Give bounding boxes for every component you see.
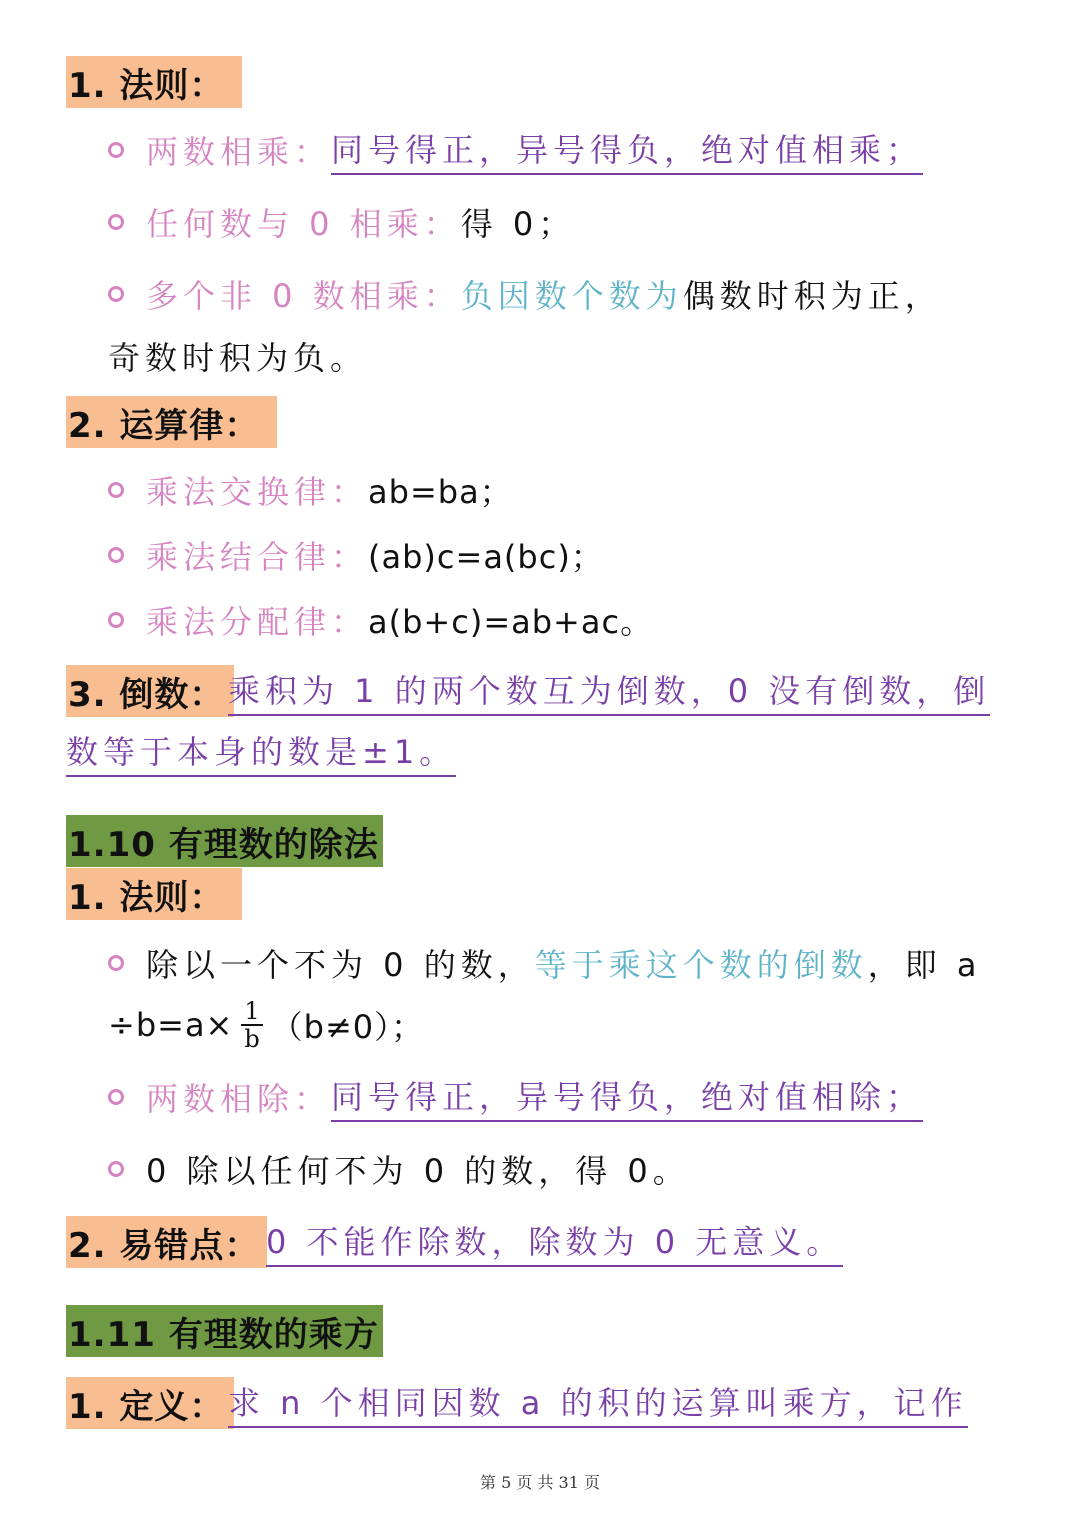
- div-b1-highlight: 等于乘这个数的倒数: [534, 946, 868, 984]
- fraction-one-over-b: [241, 998, 262, 1052]
- section-title-division: 1.10 有理数的除法: [66, 815, 383, 867]
- div-b1-start: 除以一个不为 0 的数，: [146, 946, 535, 984]
- fraction-numerator: 1: [241, 998, 262, 1026]
- mult-b1-label: 两数相乘：: [146, 133, 332, 171]
- div-formula-post: （b≠0）；: [270, 1008, 425, 1046]
- bullet-icon: [108, 1161, 124, 1177]
- mult-b2-value: 得 0；: [460, 205, 576, 243]
- law-distributive: [108, 590, 653, 650]
- err-tag: 2. 易错点：: [66, 1216, 267, 1268]
- mult-b3-label: 多个非 0 数相乘：: [146, 277, 461, 315]
- mult-b3-rest: 偶数时积为正，: [682, 277, 942, 315]
- fraction-denominator: b: [244, 1025, 260, 1053]
- recip-tag: 3. 倒数：: [66, 665, 234, 717]
- law-associative: [108, 525, 604, 585]
- page-footer: 第 5 页 共 31 页: [480, 1473, 600, 1492]
- def-line: [228, 1373, 968, 1433]
- mult-b3-cont: 奇数时积为负。: [108, 339, 368, 377]
- mult-bullet-1: [108, 120, 923, 180]
- law-commutative: [108, 460, 513, 520]
- div-b1-end: ，即 a: [867, 946, 982, 984]
- bullet-icon: [108, 286, 124, 302]
- div-rule-tag: 1. 法则：: [66, 868, 242, 920]
- div-b1-formula: [108, 992, 424, 1058]
- div-bullet-3: [108, 1139, 690, 1199]
- law2-value: (ab)c=a(bc)；: [368, 538, 604, 576]
- law1-value: ab=ba；: [368, 473, 513, 511]
- err-text: 0 不能作除数，除数为 0 无意义。: [266, 1217, 843, 1267]
- def-text: 求 n 个相同因数 a 的积的运算叫乘方，记作: [228, 1378, 968, 1428]
- div-b3-text: 0 除以任何不为 0 的数，得 0。: [146, 1152, 690, 1190]
- err-line: [266, 1212, 843, 1272]
- recip-line-1: [228, 661, 990, 721]
- mult-rule-tag: 1. 法则：: [66, 56, 242, 108]
- div-b2-label: 两数相除：: [146, 1080, 332, 1118]
- law2-label: 乘法结合律：: [146, 538, 369, 576]
- def-tag: 1. 定义：: [66, 1377, 234, 1429]
- law3-value: a(b+c)=ab+ac。: [368, 603, 654, 641]
- section-title-power: 1.11 有理数的乘方: [66, 1305, 383, 1357]
- recip-line-2-text: 数等于本身的数是±1。: [66, 727, 456, 777]
- mult-b3-highlight: 负因数个数为: [460, 277, 683, 315]
- law3-label: 乘法分配律：: [146, 603, 369, 641]
- recip-line-1-text: 乘积为 1 的两个数互为倒数，0 没有倒数，倒: [228, 666, 990, 716]
- bullet-icon: [108, 482, 124, 498]
- div-b2-rule: 同号得正，异号得负，绝对值相除；: [331, 1072, 923, 1122]
- div-bullet-2: [108, 1067, 923, 1127]
- mult-bullet-3: [108, 264, 942, 324]
- mult-b1-rule: 同号得正，异号得负，绝对值相乘；: [331, 125, 923, 175]
- bullet-icon: [108, 214, 124, 230]
- recip-line-2: [66, 722, 456, 782]
- bullet-icon: [108, 547, 124, 563]
- bullet-icon: [108, 955, 124, 971]
- mult-bullet-2: [108, 192, 575, 252]
- law1-label: 乘法交换律：: [146, 473, 369, 511]
- mult-b2-label: 任何数与 0 相乘：: [146, 205, 461, 243]
- div-bullet-1: [108, 933, 982, 993]
- bullet-icon: [108, 612, 124, 628]
- laws-tag: 2. 运算律：: [66, 396, 277, 448]
- div-formula-pre: ÷b=a×: [108, 1006, 234, 1044]
- bullet-icon: [108, 1089, 124, 1105]
- bullet-icon: [108, 142, 124, 158]
